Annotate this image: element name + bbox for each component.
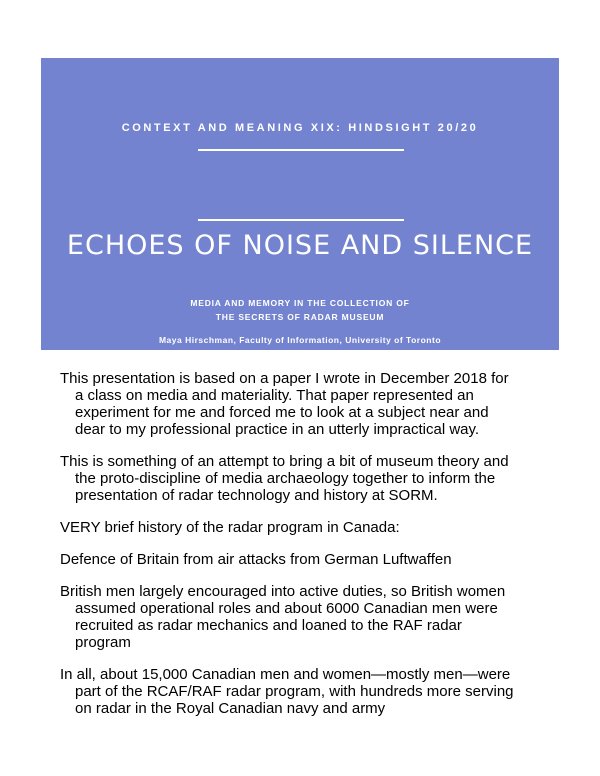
notes-line: In all, about 15,000 Canadian men and women—mostly men—were — [60, 666, 511, 683]
speaker-notes — [60, 370, 560, 732]
notes-line: presentation of radar technology and history at SORM. — [75, 487, 438, 504]
notes-paragraph — [60, 519, 560, 536]
notes-line: assumed operational roles and about 6000 Canadian men were — [75, 600, 498, 617]
notes-line: recruited as radar mechanics and loaned to the RAF radar — [75, 617, 462, 634]
notes-paragraph — [60, 583, 560, 651]
notes-paragraph — [60, 453, 560, 504]
subtitle-line-1: MEDIA AND MEMORY IN THE COLLECTION OF — [190, 298, 410, 308]
author-line: Maya Hirschman, Faculty of Information, University of Toronto — [158, 335, 442, 345]
notes-line: the proto-discipline of media archaeology together to inform the — [75, 470, 496, 487]
notes-line: British men largely encouraged into active duties, so British women — [60, 583, 506, 600]
notes-line: on radar in the Royal Canadian navy and army — [75, 700, 386, 717]
divider-top — [198, 149, 404, 151]
notes-line: Defence of Britain from air attacks from German Luftwaffen — [60, 551, 452, 568]
notes-line: experiment for me and forced me to look at a subject near and — [75, 404, 489, 421]
notes-line: This is something of an attempt to bring a bit of museum theory and — [60, 453, 509, 470]
notes-line: dear to my professional practice in an utterly impractical way. — [75, 421, 480, 438]
notes-line: VERY brief history of the radar program in Canada: — [60, 519, 400, 536]
notes-line: a class on media and materiality. That paper represented an — [75, 387, 474, 404]
title-slide-banner — [41, 58, 559, 350]
event-kicker: CONTEXT AND MEANING XIX: HINDSIGHT 20/20 — [121, 122, 479, 134]
notes-paragraph — [60, 551, 560, 568]
divider-bottom — [198, 219, 404, 221]
slide-title: ECHOES OF NOISE AND SILENCE — [66, 230, 534, 261]
subtitle-line-2: THE SECRETS OF RADAR MUSEUM — [215, 312, 385, 322]
notes-line: program — [75, 634, 131, 651]
notes-paragraph — [60, 666, 560, 717]
notes-line: part of the RCAF/RAF radar program, with hundreds more serving — [75, 683, 514, 700]
notes-paragraph — [60, 370, 560, 438]
slide-subtitle — [41, 296, 559, 324]
notes-line: This presentation is based on a paper I wrote in December 2018 for — [60, 370, 509, 387]
